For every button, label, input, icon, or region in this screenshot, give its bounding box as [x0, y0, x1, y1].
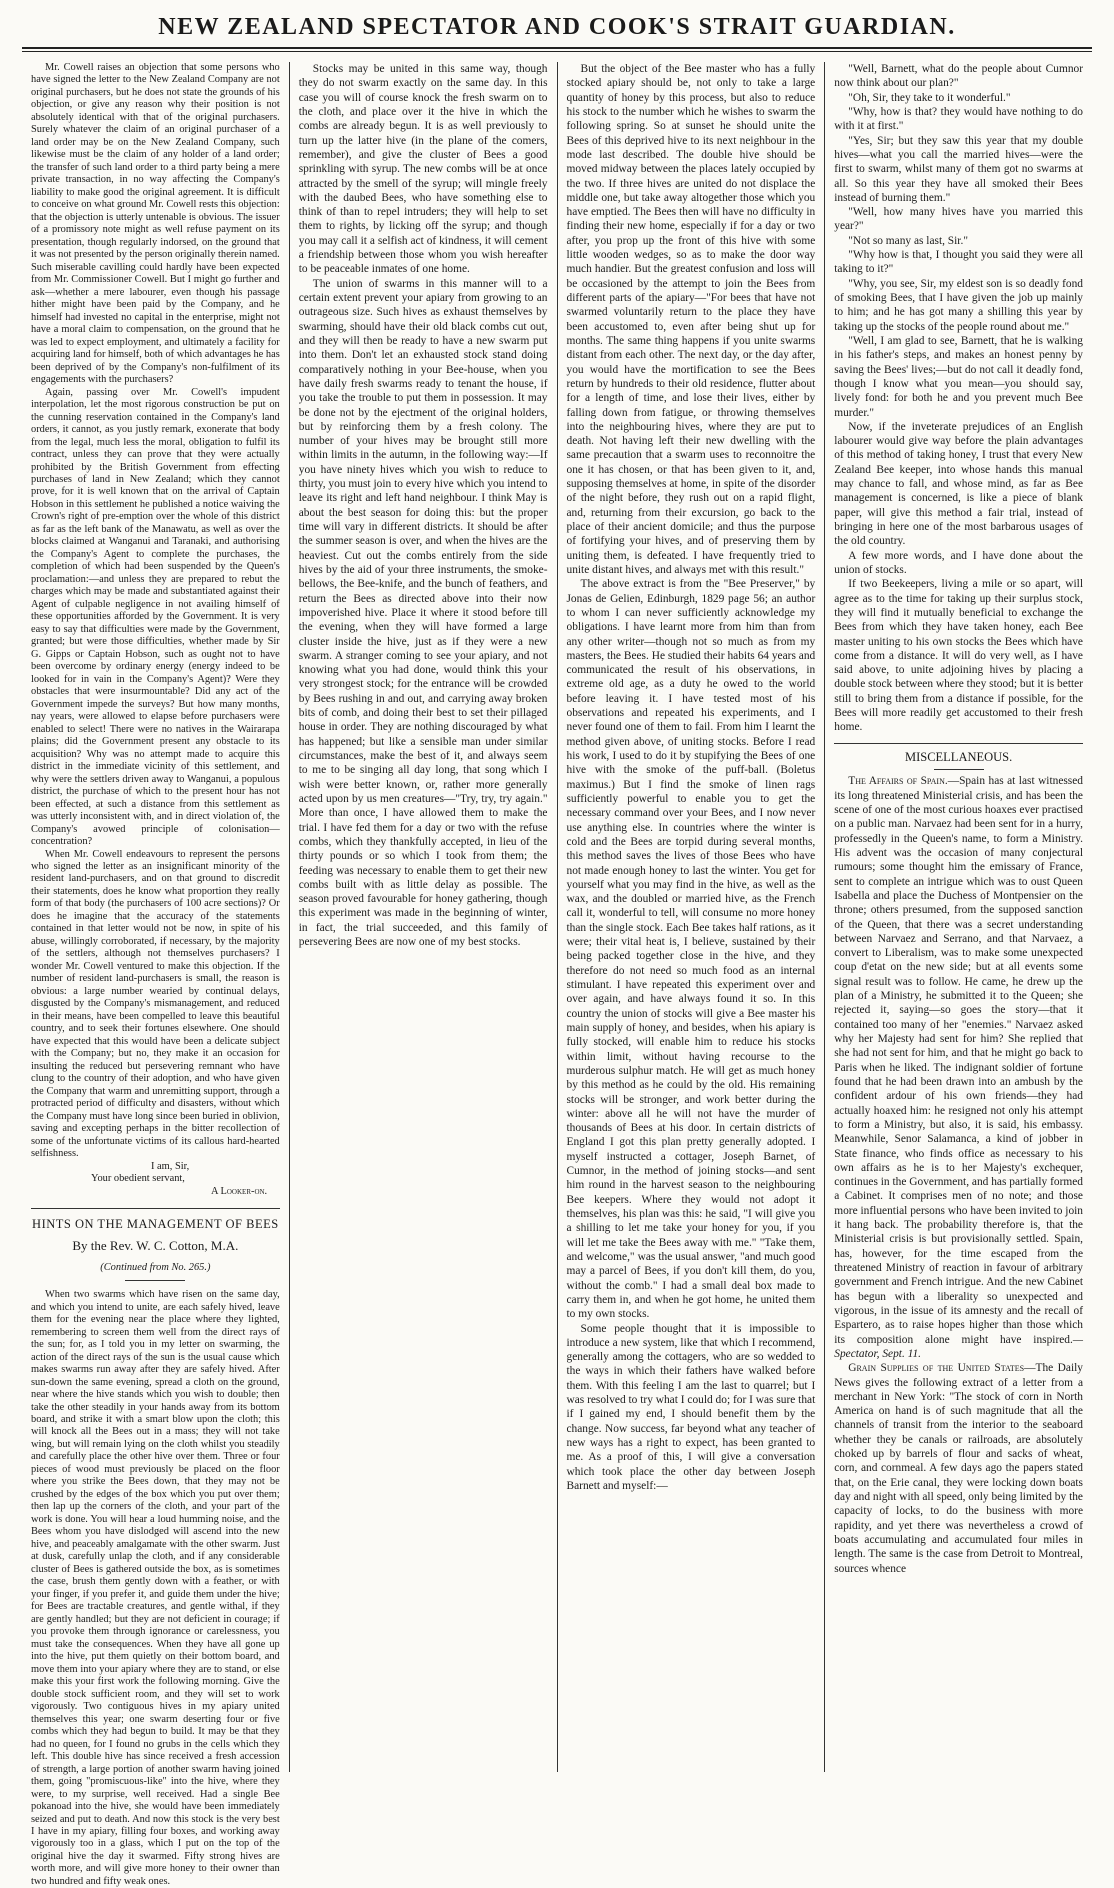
bees-paragraph: But the object of the Bee master who has a fully stocked apiary should be, not only to take a large quantity of honey by this process, but also to reduce his stock to the number which he wishes to swarm the following spring. So at sunset he should unite the Bees of this deprived hive to its next neighbour in the mode last described. The double hive should be moved midway between the places lately occupied by the two. If three hives are united do not displace the middle one, but take away altogether those which you have emptied. The Bees then will have no difficulty in finding their new home, especially if for a day or two after, you prop up the front of this hive with some little wooden wedges, so as to make the door way much handier. But the greatest confusion and loss will be occasioned by the attempt to join the Bees from different parts of the apiary—"For bees that have not swarmed voluntarily return to the place they have been accustomed to, even after being shut up for months. The same thing happens if you unite swarms distant from each other. The next day, or the day after, you would have the mortification to see the Bees return by hundreds to their old residence, flutter about for a length of time, and lose their lives, either by falling down from fatigue, or throwing themselves into the neighbouring hives, where they are put to death. Not having left their new dwelling with the same precaution that a swarm uses to reconnoitre the one it has chosen, or that has been given to it, and, supposing themselves at home, in spite of the disorder of the night before, they rush out on a rapid flight, and, returning from their excursion, go back to the place of their ancient domicile; and thus the purpose of fortifying your hives, and of preserving them by uniting them, is defeated. I have frequently tried to unite distant hives, and always met with this result.": [566, 63, 816, 576]
letter-paragraph: When Mr. Cowell endeavours to represent the persons who signed the letter as an insignificant minority of the resident land-purchasers, and on that ground to discredit their statements, does he know what proportion they really form of that body (the purchasers of 100 acre sections)? Or does he imagine that the accuracy of the statements contained in that letter would not be now, in spite of his abuse, willingly corroborated, if necessary, by the majority of the settlers, although not themselves purchasers? I wonder Mr. Cowell ventured to make this objection. If the number of resident land-purchasers is small, the reason is obvious: a large number wearied by continual delays, disgusted by the Company's mismanagement, and reduced in their means, have been compelled to leave this beautiful country, and to seek their fortunes elsewhere. One should have expected that this would have been a delicate subject with the Company; but no, they make it an occasion for insulting the reduced but persevering remnant who have clung to the country of their adoption, and who have given the Company that warm and unremitting support, through a protracted period of difficulty and disasters, without which the Company must have long since been buried in oblivion, saving and excepting perhaps in the bitter recollection of some of the unfortunate victims of its callous hard-hearted selfishness.: [31, 848, 280, 1160]
dialogue-line: "Why how is that, I thought you said they were all taking to it?": [834, 249, 1083, 276]
masthead: NEW ZEALAND SPECTATOR AND COOK'S STRAIT GUARDIAN.: [22, 8, 1092, 49]
grain-title: Grain Supplies of the United States: [848, 1362, 1025, 1375]
bees-paragraph: When two swarms which have risen on the same day, and which you intend to unite, are each safely hived, leave them for the evening near the place where they lighted, remembering to screen them well from the direct rays of the sun; for, as I told you in my letter on swarming, the action of the direct rays of the sun is the usual cause which makes swarms run away after they are safely hived. After sun-down the same evening, spread a cloth on the ground, near where the hive stands which you wish to double; then take the other steadily in your hands away from its bottom board, and strike it with a smart blow upon the cloth; this will knock all the Bees out in a mass; they will not take wing, but will remain lying on the cloth whilst you steadily and carefully place the other hive over them. Three or four pieces of wood must previously be placed on the floor where you strike the Bees down, that they may not be crushed by the edges of the box which you put over them; then lap up the corners of the cloth, and your part of the work is done. You will hear a loud humming noise, and the Bees whom you have dislodged will ascend into the new hive, and peaceably amalgamate with the other swarm. Just at dusk, carefully unlap the cloth, and if any considerable cluster of Bees is gathered outside the box, as is sometimes the case, brush them gently down with a feather, or with your finger, if you prefer it, and guide them under the hive; for Bees are tractable creatures, and gentle withal, if they are gently handled; but they are not deficient in courage; if you provoke them through ignorance or carelessness, you must take the consequences. When they have all gone up into the hive, put them quietly on their bottom board, and move them into your apiary where they are to stand, or else make this your first work the following morning. Give the double stock sufficient room, and they will set to work vigorously. Two contiguous hives in my apiary united themselves this year; one swarm deserting four or five combs which they had begun to build. It may be that they had no queen, for I found no grubs in the cells which they left. This double hive has since received a fresh accession of strength, a large portion of another swarm having joined them, going "promiscuous-like" into the hive, where they were, to my surprise, well received. Had a single Bee pokanoad into the hive, she would have been immediately seized and put to death. And now this stock is the very best I have in my apiary, filling four boxes, and working away vigorously too in a glass, which I put on the top of the original hive the day it swarmed. Fifty strong hives are worth more, and will give more honey to their owner than two hundred and fifty weak ones.: [31, 1289, 280, 1887]
dialogue-line: "Well, I am glad to see, Barnett, that he is walking in his father's steps, and makes an honest penny by saving the Bees' lives;—but do not call it deadly fond, though I know what you mean—you should say, lively fond: for both he and you prevent much Bee murder.": [834, 334, 1083, 419]
bees-article-title: HINTS ON THE MANAGEMENT OF BEES: [31, 1208, 280, 1232]
bees-paragraph: The union of swarms in this manner will to a certain extent prevent your apiary from growing to an outrageous size. Such hives as exhaust themselves by swarming, should have their old black combs cut out, and they will then be ready to have a new swarm put into them. Don't let an exhausted stock stand doing comparatively nothing in your Bee-house, when you have daily fresh swarms ready to tenant the house, if you take the trouble to put them in possession. It may be done not by the ejectment of the original holders, but by reinforcing them by a fresh colony. The number of your hives may be brought still more within limits in the autumn, in the following way:—If you have ninety hives which you wish to reduce to thirty, you must join to every hive which you intend to leave its right and left hand neighbour. I think May is about the best season for doing this: but the proper time will vary in different districts. It should be after the summer season is over, and when the hives are the heaviest. Cut out the combs entirely from the side hives by the aid of your three instruments, the smoke-bellows, the Bee-knife, and the bunch of feathers, and return the Bees as directed above into their now impoverished hive. Place it where it stood before till the evening, when they will have formed a large cluster inside the hive, just as if they were a new swarm. A stranger coming to see your apiary, and not knowing what you had done, would think this your very strongest stock; for the entrance will be crowded by Bees rushing in and out, and carrying away broken bits of comb, and doing their best to set their pillaged house in order. They are nothing discouraged by what has happened; but like a sensible man under similar circumstances, make the best of it, and always seem to me to be singing all day long, that song which I wish were better known, or, rather more generally acted upon by us men creatures—"Try, try, try again." More than once, I have allowed them to make the trial. I have fed them for a day or two with the refuse combs, which they thankfully accepted, in lieu of the thirty pounds or so which I took from them; the feeding was necessary to enable them to get their new combs built with as little delay as possible. The season proved favourable for honey gathering, though this experiment was made in the beginning of winter, in fact, the trial succeeded, and this family of persevering Bees are now one of my best stocks.: [298, 277, 548, 949]
dialogue-line: "Why, how is that? they would have nothing to do with it at first.": [834, 105, 1083, 133]
column-4: [825, 62, 1092, 1772]
dialogue-line: "Well, how many hives have you married this year?": [834, 206, 1083, 233]
bees-byline: By the Rev. W. C. Cotton, M.A.: [72, 1238, 239, 1254]
column-1: [22, 62, 290, 1887]
column-2: [290, 62, 558, 1772]
spain-title: The Affairs of Spain.: [848, 775, 948, 788]
grain-article: [834, 1361, 1083, 1576]
spain-article: [834, 774, 1083, 1361]
bees-paragraph: Some people thought that it is impossible to introduce a new system, like that which I recommend, generally among the cottagers, who are so wedded to the ways in which their fathers have walked before them. With this feeling I am the last to quarrel; but I was resolved to try what I could do; for I was sure that if I gained my end, I should benefit them by the change. Now success, far beyond what any teacher of new ways has a right to expect, has been granted to me. As a proof of this, I will give a conversation which took place the other day between Joseph Barnett and myself:—: [566, 1322, 816, 1492]
grain-body: —The Daily News gives the following extract of a letter from a merchant in New York: "The stock of corn in North America on hand is of such magnitude that all the channels of transit from the interior to the seaboard whether they be canals or railroads, are absolutely choked up by barrels of flour and sacks of wheat, corn, and cornmeal. A few days ago the papers stated that, on the Erie canal, they were locking down boats day and night with all speed, only being limited by the capacity of locks, to do the business with more rapidity, and yet there was nevertheless a crowd of boats accumulating and accumulated four miles in length. The same is the case from Detroit to Montreal, sources whence: [834, 1362, 1083, 1575]
letter-closing: I am, Sir,: [151, 1160, 190, 1172]
miscellaneous-heading: MISCELLANEOUS.: [834, 743, 1083, 771]
dialogue-line: "Not so many as last, Sir.": [848, 234, 968, 247]
spain-source: —Spectator, Sept. 11.: [834, 1333, 1083, 1360]
dialogue-line: "Well, Barnett, what do the people about Cumnor now think about our plan?": [834, 63, 1083, 90]
bees-paragraph: The above extract is from the "Bee Preserver," by Jonas de Gelien, Edinburgh, 1829 page 56; an author to whom I can never sufficiently acknowledge my obligations. I have learnt more from him than from any other writer—though not so much as from my masters, the Bees. He studied their habits 64 years and communicated the result of his observations, in extreme old age, as a duty he owed to the world before leaving it. I have tested most of his observations and repeated his experiments, and I never found one of them to fail. From him I learnt the method given above, of uniting stocks. Before I read his work, I used to do it by stupifying the Bees of one hive with the smoke of the puff-ball. (Boletus maximus.) But I find the smoke of linen rags sufficiently powerful to enable you to get the necessary command over your Bees, and I now never use anything else. In countries where the winter is cold and the Bees are torpid during several months, this method saves the lives of those Bees who have not made enough honey to last the winter. You get for yourself what you may find in the hive, as well as the wax, and the doubled or married hive, as the French call it, wonderful to tell, will consume no more honey than the single stock. Each Bee takes half rations, as it were; their vital heat is, I believe, sustained by their being packed together close in the hive, and they therefore do not need so much food as an internal stimulant. I have repeated this experiment over and over again, and have always found it so. In this country the union of stocks will give a Bee master his main supply of honey, and besides, when his apiary is fully stocked, will enable him to reduce his stocks within limit, without having recourse to the murderous sulphur match. He will get as much honey by this method as he could by the old. His remaining stocks will be stronger, and work better during the winter: above all he will not have the murder of thousands of Bees at his door. In certain districts of England I got this plan pretty generally adopted. I myself instructed a cottager, Joseph Barnet, of Cumnor, in the method of joining stocks—and sent him round in the harvest season to the neighbouring Bee keepers. Where they would not adopt it themselves, his plan was this: he said, "I will give you a shilling to let me take your honey for you, if you will let me take the Bees away with me." "Take them, and welcome," was the usual answer, "and much good may a parcel of Bees, if you don't kill them, do you, without the comb." I had a small deal box made to carry them in, and when he got home, he united them to my own stocks.: [566, 578, 816, 1321]
spain-body: —Spain has at last witnessed its long threatened Ministerial crisis, and has been the scene of one of the most curious hoaxes ever practised on a public man. Narvaez had been sent for in a hurry, professedly in the Queen's name, to form a Ministry. His advent was the occasion of many conjectural rumours; some thought him the emissary of France, sent to complete an intrigue which was to oust Queen Isabella and place the Duchess of Montpensier on the throne; others presumed, from the supposed sanction of the Queen, that there was a secret understanding between Narvaez and Serrano, and that Narvaez, a convert to Liberalism, was to make some unexpected coup d'etat on the new side; but at all events some signal result was to follow. He came, he drew up the plan of a Ministry, he submitted it to the Queen; she rejected it, saying—so goes the story—that it contained too many of her "enemies." Narvaez asked why her Majesty had sent for him? She replied that she had not sent for him, and that he might go back to Paris when he liked. The indignant soldier of fortune found that he had been drawn into an ambush by the confident ardour of his own friends—they had actually hoaxed him: he resigned not only his attempt to form a Ministry, but also, it is said, his embassy. Meanwhile, Senor Salamanca, a kind of jobber in State finance, who finds office as necessary to his own affairs as he is to her Majesty's exchequer, continues in the Government, and has partially formed a Cabinet. It comprises men of no note; and those more influential persons who have been invited to join it hang back. The probability therefore is, that the Ministerial crisis is but provisionally settled. Spain, has, however, for the time escaped from the threatened Ministry of reaction in favour of arbitrary government and French intrigue. And the new Cabinet has begun with a liberality so unexpected and vigorous, in the issue of its amnesty and the recall of Espartero, as to raise hopes higher than those which its composition alone might have inspired.: [834, 775, 1083, 1346]
bees-paragraph: Stocks may be united in this same way, though they do not swarm exactly on the same day. In this case you will of course knock the fresh swarm on to the cloth, and place over it the hive in which the combs are already begun. It is as well previously to turn up the latter hive (in the plane of the comers, remember), and give the cluster of Bees a good sprinkling with syrup. The new combs will be at once attracted by the smell of the syrup; will mingle freely with the daubed Bees, who have something else to think of than to repel intruders; they will help to set them to rights, by licking off the syrup; and though you may call it a selfish act of kindness, it will cement a friendship between those whom you wish hereafter to be peaceable inmates of one home.: [298, 63, 548, 276]
letter-servant: Your obedient servant,: [91, 1173, 185, 1185]
columns: [22, 62, 1092, 1887]
bees-paragraph: A few more words, and I have done about the union of stocks.: [834, 549, 1083, 576]
continued-text: (Continued from No. 265.): [100, 1261, 211, 1273]
bees-paragraph: If two Beekeepers, living a mile or so apart, will agree as to the time for taking up their surplus stock, they will find it mutually beneficial to exchange the Bees from which they have taken honey, each Bee master uniting to his own stocks the Bees which have come from a distance. It will do very well, as I have said above, to unite adjoining hives by placing a double stock between where they stood; but it is better still to bring them from a distance if possible, for the Bees will more readily get accustomed to their fresh home.: [834, 578, 1083, 734]
dialogue-line: "Why, you see, Sir, my eldest son is so deadly fond of smoking Bees, that I have given the job up mainly to him; and he has got many a shilling this year by taking up the stocks of the people round about me.": [834, 277, 1083, 333]
letter-signature: A Looker-on.: [211, 1185, 268, 1197]
dialogue-line: "Yes, Sir; but they saw this year that my double hives—what you call the married hives—were the first to swarm, whilst many of them got no swarms at all. So this year they have all smoked their Bees instead of burning them.": [834, 134, 1083, 204]
continued-note: [31, 1262, 280, 1281]
letter-paragraph: Again, passing over Mr. Cowell's impudent interpolation, let the most rigorous construction be put on the cunning reservation contained in the Company's land orders, it cannot, as you justly remark, exonerate that body from the legal, much less the moral, obligation to fulfil its contract, unless they can prove that they were actually prohibited by the British Government from effecting purchases of land in New Zealand; which they cannot prove, for it is well known that on the arrival of Captain Hobson in this settlement he published a notice waiving the Crown's right of pre-emption over the whole of this district as far as the left bank of the Manawatu, as well as over the blocks claimed at Wanganui and Taranaki, and authorising the Company's Agent to complete the purchases, the completion of which had been suspended by the Queen's proclamation:—and unless they are prepared to rebut the charges which may be made and substantiated against their Agent of culpable negligence in not availing himself of these opportunities afforded by the Government. It is very easy to say that difficulties were made by the Government, granted; but were those difficulties, whether made by Sir G. Gipps or Captain Hobson, such as ought not to have been overcome by ordinary energy (energy indeed to be looked for in vain in the Company's Agent)? Were they obstacles that were insurmountable? Did any act of the Government impede the surveys? But how many months, nay years, were allowed to elapse before purchasers were enabled to select! There were no natives in the Wairarapa plains; did the Government present any obstacle to its acquisition? Why was no attempt made to acquire this district in the immediate vicinity of this settlement, and why were the settlers driven away to Wanganui, a populous district, the purchase of which to the present hour has not been effected, at such a distance from this settlement as was utterly inconsistent with, and in direct violation of, the Company's avowed principle of colonisation—concentration?: [31, 386, 280, 848]
dialogue-line: "Oh, Sir, they take to it wonderful.": [848, 91, 1011, 104]
bees-paragraph: Now, if the inveterate prejudices of an English labourer would give way before the plain advantages of this method of taking honey, I trust that every New Zealand Bee keeper, into whose hands this manual may chance to fall, and whose mind, as far as Bee management is concerned, is like a piece of blank paper, will give this method a fair trial, instead of bringing in here one of the most barbarous usages of the old country.: [834, 420, 1083, 548]
masthead-rule: [22, 51, 1092, 52]
letter-signoff: [31, 1161, 280, 1198]
column-3: [558, 62, 826, 1772]
letter-paragraph: Mr. Cowell raises an objection that some persons who have signed the letter to the New Zealand Company are not original purchasers, but he does not state the grounds of his objection, or give any reason why their position is not absolutely identical with that of the original purchasers. Surely whatever the claim of an original purchaser of a land order may be on the New Zealand Company, such likewise must be the claim of any holder of a land order; the transfer of such land order to a third party being a mere private transaction, in no way affecting the Company's liability to make good the original agreement. It is difficult to conceive on what ground Mr. Cowell rests this objection: that the objection is utterly untenable is obvious. The issuer of a promissory note might as well refuse payment on its presentation, though regularly indorsed, on the ground that it was not presented by the person originally therein named. Such miserable cavilling could hardly have been expected from Mr. Commissioner Cowell. But I might go further and ask—whether a mere labourer, even though his passage hither might have been paid by the Company, and he himself had invested no capital in the enterprise, might not have a moral claim to compensation, on the ground that he was led to expect employment, and ultimately a facility for acquiring land for himself, both of which advantages he has been deprived of by the Company's non-fulfilment of its engagements with the purchasers?: [31, 62, 280, 386]
